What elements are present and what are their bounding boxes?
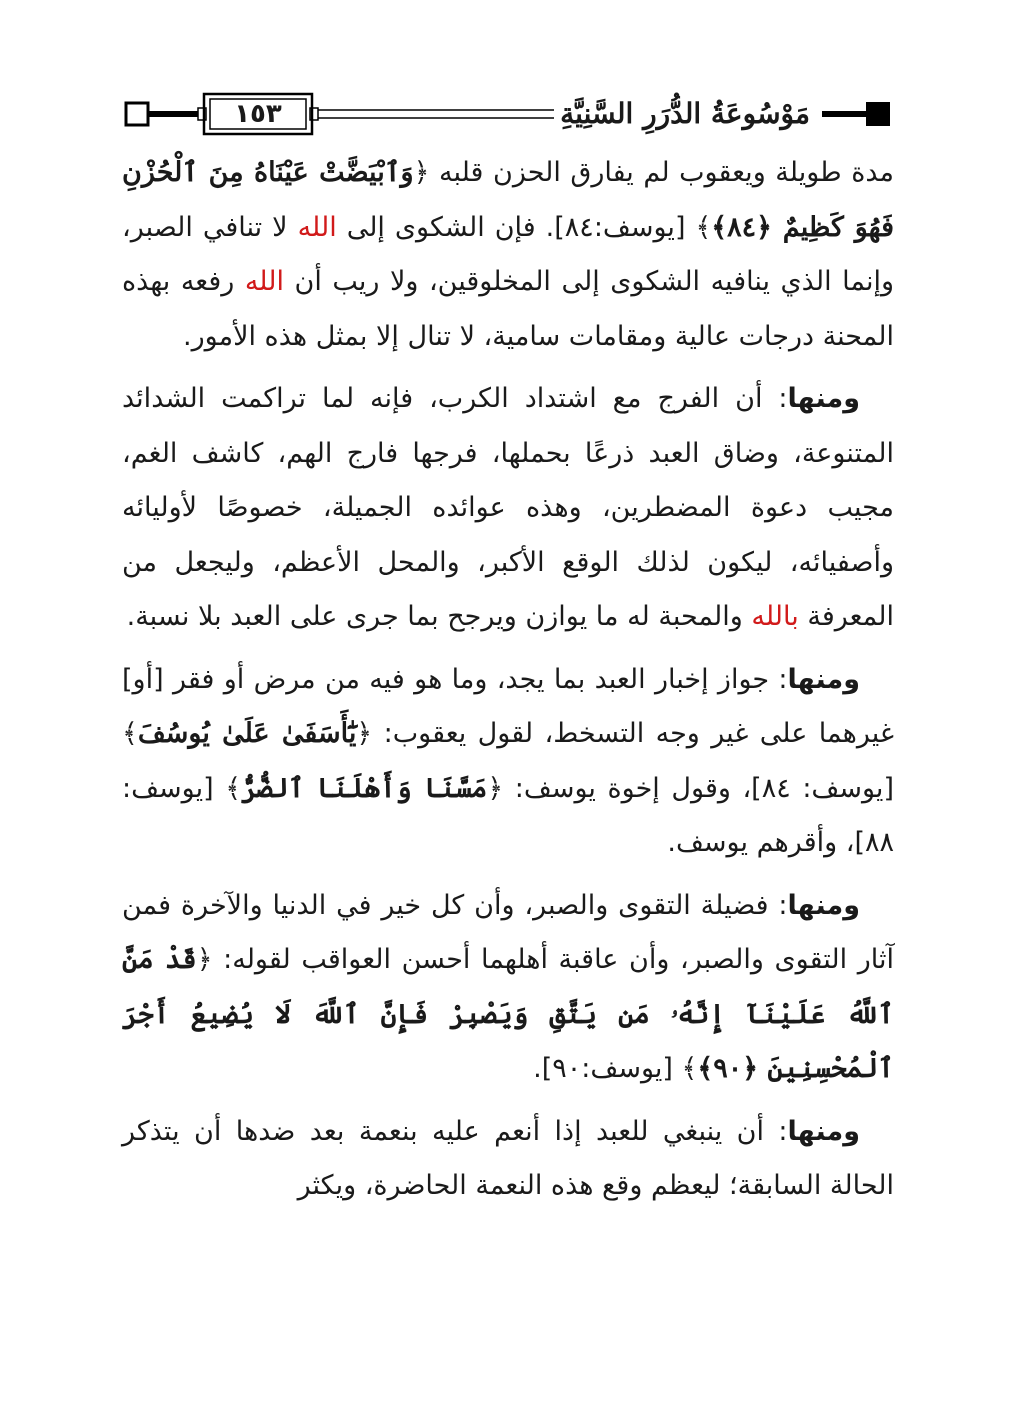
paragraph-p2 bbox=[122, 372, 894, 645]
text-run: [يوسف:٨٤]. فإن الشكوى إلى bbox=[336, 211, 696, 243]
header-left-square bbox=[126, 103, 148, 125]
header-right-square bbox=[866, 102, 890, 126]
text-run: : أن الفرج مع اشتداد الكرب، فإنه لما تراكمت الشدائد المتنوعة، وضاق العبد ذرعًا بحملها، فرجها فارج الهم، كاشف الغم، مجيب دعوة المضطرين، وهذه عوائده الجميلة، خصوصًا لأوليائه وأصفيائه، ليكون لذلك الوقع الأكبر، والمحل الأعظم، وليجعل من المعرفة bbox=[122, 383, 894, 632]
ornate-bracket: ﴾ bbox=[681, 1053, 698, 1084]
body-text bbox=[122, 146, 894, 1222]
ornate-bracket: ﴿ bbox=[413, 157, 430, 188]
paragraph-lead-word: ومنها bbox=[787, 889, 860, 921]
ornate-bracket: ﴾ bbox=[695, 211, 712, 243]
ornate-bracket: ﴾ bbox=[122, 718, 138, 749]
header-left-rule bbox=[148, 111, 198, 117]
text-run: : جواز إخبار العبد بما يجد، وما هو فيه من مرض أو فقر [أو] غيرهما على غير وجه التسخط، لقول يعقوب: bbox=[122, 663, 894, 749]
header-right-rule bbox=[822, 111, 866, 117]
quran-verse: مَسَّنَا وَأَهْلَنَا ٱلضُّرُّ bbox=[241, 772, 488, 804]
text-run: رفعه بهذه المحنة درجات عالية ومقامات سامية، لا تنال إلا بمثل هذه الأمور. bbox=[122, 266, 894, 352]
text-run: مدة طويلة ويعقوب لم يفارق الحزن قلبه bbox=[429, 157, 894, 188]
paragraph-p5 bbox=[122, 1105, 894, 1214]
text-run: [يوسف: ٨٨]، وأقرهم يوسف. bbox=[122, 772, 894, 858]
page-header bbox=[122, 88, 894, 140]
ornate-bracket: ﴿ bbox=[196, 944, 213, 975]
text-run: : أن ينبغي للعبد إذا أنعم عليه بنعمة بعد ضدها أن يتذكر الحالة السابقة؛ ليعظم وقع هذه النعمة الحاضرة، ويكثر bbox=[122, 1115, 894, 1201]
ornate-bracket: ﴿ bbox=[487, 772, 504, 804]
paragraph-p4 bbox=[122, 879, 894, 1097]
series-title: مَوْسُوعَةُ الدُّرَرِ السَّنِيَّةِ bbox=[554, 94, 816, 134]
paragraph-p1 bbox=[122, 146, 894, 364]
quran-verse: وَٱبْيَضَّتْ عَيْنَاهُ مِنَ ٱلْحُزْنِ فَهُوَ كَظِيمٌ ﴿٨٤﴾ bbox=[122, 157, 894, 243]
text-run: [يوسف:٩٠]. bbox=[533, 1053, 682, 1084]
text-run: والمحبة له ما يوازن ويرجح بما جرى على العبد بلا نسبة. bbox=[126, 601, 752, 632]
ornate-bracket: ﴿ bbox=[356, 718, 373, 749]
page-number: ١٥٣ bbox=[234, 99, 282, 129]
quran-verse: قَدْ مَنَّ ٱللَّهُ عَلَيْنَآ إِنَّهُۥ مَن يَتَّقِ وَيَصْبِرْ فَإِنَّ ٱللَّهَ لَا يُضِيعُ أَجْرَ ٱلْمُحْسِنِينَ ﴿٩٠﴾ bbox=[122, 944, 894, 1084]
divine-name: الله bbox=[297, 211, 337, 243]
divine-name: الله bbox=[244, 266, 284, 297]
paragraph-lead-word: ومنها bbox=[787, 1115, 860, 1147]
text-run: : فضيلة التقوى والصبر، وأن كل خير في الدنيا والآخرة فمن آثار التقوى والصبر، وأن عاقبة أهلهما أحسن العواقب لقوله: bbox=[122, 889, 895, 975]
text-run: [يوسف: ٨٤]، وقول إخوة يوسف: bbox=[503, 772, 894, 804]
text-run: لا تنافي الصبر، وإنما الذي ينافيه الشكوى إلى المخلوقين، ولا ريب أن bbox=[122, 211, 895, 297]
ornate-bracket: ﴾ bbox=[225, 772, 242, 804]
quran-verse: يَٰٓأَسَفَىٰ عَلَىٰ يُوسُفَ bbox=[137, 718, 357, 749]
divine-name: بالله bbox=[751, 601, 799, 632]
paragraph-lead-word: ومنها bbox=[787, 663, 860, 695]
paragraph-lead-word: ومنها bbox=[787, 383, 860, 414]
paragraph-p3 bbox=[122, 653, 894, 871]
